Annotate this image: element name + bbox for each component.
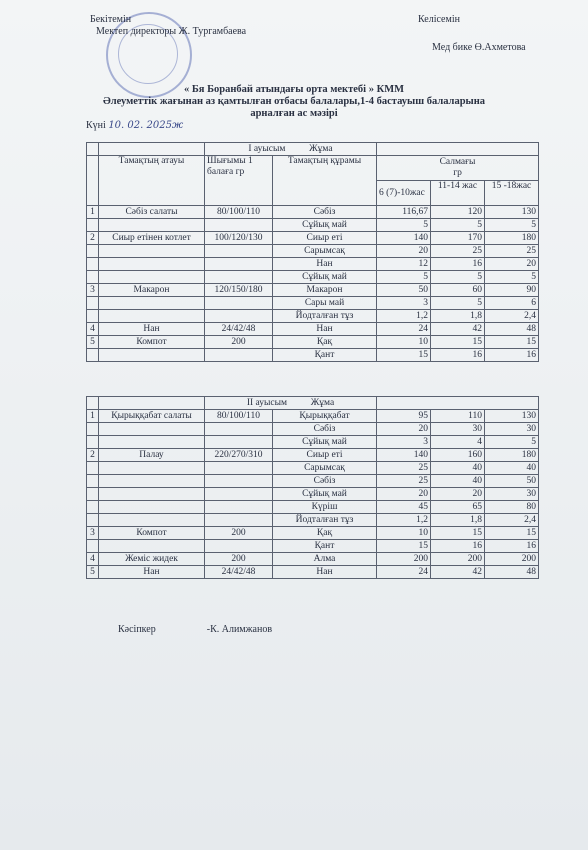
date-line (86, 120, 183, 131)
ingredient: Нан (273, 258, 377, 271)
ingredient: Нан (273, 566, 377, 579)
ingredient: Макарон (273, 284, 377, 297)
dish-yield: 80/100/110 (205, 206, 273, 219)
row-number (87, 258, 99, 271)
weight-age-3: 2,4 (485, 310, 539, 323)
weight-unit: гр (453, 168, 462, 178)
weight-age-3: 180 (485, 232, 539, 245)
weight-age-2: 42 (431, 323, 485, 336)
weight-age-3: 5 (485, 271, 539, 284)
dish-yield (205, 245, 273, 258)
ingredient: Йодталған тұз (273, 514, 377, 527)
dish-yield (205, 475, 273, 488)
dish-yield: 24/42/48 (205, 566, 273, 579)
row-number: 4 (87, 553, 99, 566)
weight-age-3: 25 (485, 245, 539, 258)
weight-age-1: 5 (377, 219, 431, 232)
ingredient: Қырыққабат (273, 410, 377, 423)
weight-age-2: 120 (431, 206, 485, 219)
weight-age-3: 5 (485, 219, 539, 232)
date-label: Күні (86, 120, 106, 131)
ingredient: Қақ (273, 527, 377, 540)
weight-age-1: 10 (377, 336, 431, 349)
dish-yield (205, 297, 273, 310)
weight-age-2: 200 (431, 553, 485, 566)
weight-age-2: 25 (431, 245, 485, 258)
dish-name (99, 297, 205, 310)
dish-yield (205, 349, 273, 362)
weight-age-3: 16 (485, 349, 539, 362)
footer-signature (118, 624, 272, 635)
table-row (87, 323, 539, 336)
weight-age-3: 80 (485, 501, 539, 514)
row-number: 3 (87, 284, 99, 297)
weight-age-1: 50 (377, 284, 431, 297)
dish-yield: 80/100/110 (205, 410, 273, 423)
dish-name: Қырыққабат салаты (99, 410, 205, 423)
weight-age-1: 15 (377, 540, 431, 553)
table-row (87, 540, 539, 553)
weight-age-2: 1,8 (431, 310, 485, 323)
agree-label: Келісемін (418, 14, 460, 25)
ingredient: Сиыр еті (273, 232, 377, 245)
weight-age-2: 40 (431, 462, 485, 475)
weight-age-1: 140 (377, 449, 431, 462)
ingredient: Сұйық май (273, 271, 377, 284)
row-number (87, 245, 99, 258)
menu-table-shift-2 (86, 396, 539, 579)
weight-age-2: 5 (431, 271, 485, 284)
weight-age-3: 40 (485, 462, 539, 475)
title-line-3: арналған ас мәзірі (250, 108, 338, 119)
weight-age-3: 130 (485, 410, 539, 423)
weight-age-3: 15 (485, 527, 539, 540)
row-number (87, 310, 99, 323)
weight-age-1: 24 (377, 566, 431, 579)
weight-age-1: 24 (377, 323, 431, 336)
weight-age-2: 30 (431, 423, 485, 436)
table-row (87, 310, 539, 323)
dish-yield: 200 (205, 527, 273, 540)
weight-age-3: 20 (485, 258, 539, 271)
weight-age-1: 3 (377, 297, 431, 310)
dish-yield (205, 258, 273, 271)
weight-label: Салмағы (439, 157, 476, 167)
table-row (87, 297, 539, 310)
table-header-row (87, 156, 539, 181)
ingredient: Йодталған тұз (273, 310, 377, 323)
row-number: 5 (87, 566, 99, 579)
weight-age-3: 16 (485, 540, 539, 553)
weight-age-1: 20 (377, 423, 431, 436)
dish-name (99, 436, 205, 449)
weight-age-1: 95 (377, 410, 431, 423)
weight-age-3: 48 (485, 566, 539, 579)
weight-age-1: 45 (377, 501, 431, 514)
agreement-block (418, 14, 526, 54)
dish-name: Жеміс жидек (99, 553, 205, 566)
row-number (87, 540, 99, 553)
weight-age-2: 15 (431, 527, 485, 540)
weight-age-3: 48 (485, 323, 539, 336)
row-number (87, 488, 99, 501)
table-row (87, 501, 539, 514)
weight-age-2: 20 (431, 488, 485, 501)
col-header-age-3: 15 -18жас (485, 181, 539, 206)
dish-name: Компот (99, 336, 205, 349)
dish-name: Сиыр етінен котлет (99, 232, 205, 245)
table-row (87, 436, 539, 449)
dish-yield (205, 514, 273, 527)
weight-age-3: 130 (485, 206, 539, 219)
ingredient: Қант (273, 540, 377, 553)
weight-age-2: 60 (431, 284, 485, 297)
dish-name (99, 245, 205, 258)
dish-name (99, 349, 205, 362)
dish-yield: 220/270/310 (205, 449, 273, 462)
ingredient: Сұйық май (273, 436, 377, 449)
weight-age-1: 20 (377, 488, 431, 501)
weight-age-2: 16 (431, 258, 485, 271)
dish-name: Сәбіз салаты (99, 206, 205, 219)
ingredient: Сарымсақ (273, 245, 377, 258)
dish-yield (205, 271, 273, 284)
row-number (87, 514, 99, 527)
table-row (87, 143, 539, 156)
weight-age-1: 140 (377, 232, 431, 245)
table-row (87, 258, 539, 271)
dish-name (99, 462, 205, 475)
weight-age-3: 30 (485, 423, 539, 436)
weight-age-1: 5 (377, 271, 431, 284)
dish-name (99, 475, 205, 488)
table-row (87, 284, 539, 297)
table-row (87, 566, 539, 579)
row-number: 1 (87, 410, 99, 423)
dish-name: Компот (99, 527, 205, 540)
dish-name (99, 310, 205, 323)
dish-yield (205, 540, 273, 553)
ingredient: Нан (273, 323, 377, 336)
weight-age-1: 25 (377, 462, 431, 475)
weight-age-3: 90 (485, 284, 539, 297)
dish-name (99, 258, 205, 271)
weight-age-2: 5 (431, 219, 485, 232)
ingredient: Сары май (273, 297, 377, 310)
weight-age-3: 30 (485, 488, 539, 501)
weight-age-2: 1,8 (431, 514, 485, 527)
school-name: « Бя Боранбай атындағы орта мектебі » КММ (183, 84, 405, 95)
table-row (87, 232, 539, 245)
table2-body (87, 397, 539, 579)
ingredient: Сәбіз (273, 206, 377, 219)
row-number (87, 349, 99, 362)
table-row (87, 410, 539, 423)
dish-yield (205, 488, 273, 501)
weight-age-3: 15 (485, 336, 539, 349)
dish-yield: 200 (205, 336, 273, 349)
col-header-weight (377, 156, 539, 181)
table-row (87, 349, 539, 362)
dish-yield (205, 423, 273, 436)
weight-age-2: 65 (431, 501, 485, 514)
approval-block (90, 14, 246, 38)
weight-age-1: 3 (377, 436, 431, 449)
dish-yield (205, 219, 273, 232)
approve-label: Бекітемін (90, 14, 132, 25)
shift-label: I ауысым (248, 143, 286, 154)
weight-age-1: 15 (377, 349, 431, 362)
weight-age-1: 116,67 (377, 206, 431, 219)
dish-name: Макарон (99, 284, 205, 297)
dish-name: Нан (99, 566, 205, 579)
weight-age-3: 2,4 (485, 514, 539, 527)
weight-age-1: 1,2 (377, 310, 431, 323)
nurse-name: Мед бике Ө.Ахметова (432, 42, 526, 53)
row-number (87, 462, 99, 475)
dish-name: Палау (99, 449, 205, 462)
ingredient: Сарымсақ (273, 462, 377, 475)
shift-label: II ауысым (246, 397, 287, 408)
ingredient: Сұйық май (273, 219, 377, 232)
table-row (87, 245, 539, 258)
ingredient: Қақ (273, 336, 377, 349)
table-row (87, 553, 539, 566)
col-header-yield: Шығымы 1 балаға гр (205, 156, 273, 206)
weight-age-2: 16 (431, 349, 485, 362)
table-row (87, 449, 539, 462)
row-number (87, 271, 99, 284)
weight-age-1: 10 (377, 527, 431, 540)
ingredient: Қант (273, 349, 377, 362)
weight-age-1: 20 (377, 245, 431, 258)
day-label: Жұма (310, 397, 335, 408)
weight-age-1: 1,2 (377, 514, 431, 527)
dish-name (99, 488, 205, 501)
entrepreneur-name: -К. Алимжанов (206, 624, 273, 635)
row-number (87, 297, 99, 310)
table-row (87, 397, 539, 410)
table-row (87, 336, 539, 349)
shift-day-cell (205, 397, 377, 410)
weight-age-1: 25 (377, 475, 431, 488)
dish-name (99, 423, 205, 436)
dish-yield: 200 (205, 553, 273, 566)
dish-name (99, 501, 205, 514)
row-number (87, 219, 99, 232)
col-header-name: Тамақтың атауы (99, 156, 205, 206)
weight-age-2: 110 (431, 410, 485, 423)
title-line-2: Әлеуметтік жағынан аз қамтылған отбасы балалары,1-4 бастауыш балаларына (102, 96, 486, 107)
dish-yield (205, 462, 273, 475)
dish-name: Нан (99, 323, 205, 336)
row-number: 2 (87, 232, 99, 245)
row-number: 1 (87, 206, 99, 219)
menu-table-shift-1 (86, 142, 539, 362)
row-number: 5 (87, 336, 99, 349)
ingredient: Сәбіз (273, 423, 377, 436)
row-number (87, 501, 99, 514)
weight-age-2: 40 (431, 475, 485, 488)
row-number: 2 (87, 449, 99, 462)
ingredient: Сиыр еті (273, 449, 377, 462)
weight-age-1: 12 (377, 258, 431, 271)
weight-age-2: 15 (431, 336, 485, 349)
table-row (87, 462, 539, 475)
weight-age-2: 170 (431, 232, 485, 245)
ingredient: Күріш (273, 501, 377, 514)
row-number (87, 436, 99, 449)
weight-age-2: 160 (431, 449, 485, 462)
dish-yield: 100/120/130 (205, 232, 273, 245)
table-row (87, 219, 539, 232)
col-header-age-1: 6 (7)-10жас (377, 181, 431, 206)
weight-age-3: 5 (485, 436, 539, 449)
dish-name (99, 271, 205, 284)
dish-yield (205, 436, 273, 449)
table-row (87, 475, 539, 488)
table1-body (87, 143, 539, 362)
weight-age-3: 200 (485, 553, 539, 566)
row-number (87, 423, 99, 436)
weight-age-2: 42 (431, 566, 485, 579)
dish-name (99, 514, 205, 527)
table-row (87, 514, 539, 527)
dish-yield: 120/150/180 (205, 284, 273, 297)
dish-name (99, 540, 205, 553)
day-label: Жұма (309, 143, 333, 154)
table-row (87, 527, 539, 540)
weight-age-3: 180 (485, 449, 539, 462)
table-row (87, 271, 539, 284)
row-number (87, 475, 99, 488)
entrepreneur-label: Кәсіпкер (118, 624, 156, 635)
col-header-composition: Тамақтың құрамы (273, 156, 377, 206)
table-row (87, 488, 539, 501)
ingredient: Сұйық май (273, 488, 377, 501)
col-header-age-2: 11-14 жас (431, 181, 485, 206)
row-number: 3 (87, 527, 99, 540)
weight-age-3: 50 (485, 475, 539, 488)
dish-name (99, 219, 205, 232)
document-title (0, 84, 588, 120)
table-row (87, 206, 539, 219)
table-row (87, 423, 539, 436)
weight-age-2: 5 (431, 297, 485, 310)
dish-yield: 24/42/48 (205, 323, 273, 336)
weight-age-2: 4 (431, 436, 485, 449)
weight-age-1: 200 (377, 553, 431, 566)
dish-yield (205, 501, 273, 514)
director-name: Мектеп директоры Ж. Тургамбаева (96, 26, 247, 37)
shift-day-cell (205, 143, 377, 156)
date-value: 10. 02. 2025ж (108, 120, 184, 131)
dish-yield (205, 310, 273, 323)
ingredient: Сәбіз (273, 475, 377, 488)
row-number: 4 (87, 323, 99, 336)
signature-mark (158, 624, 204, 635)
weight-age-3: 6 (485, 297, 539, 310)
ingredient: Алма (273, 553, 377, 566)
weight-age-2: 16 (431, 540, 485, 553)
